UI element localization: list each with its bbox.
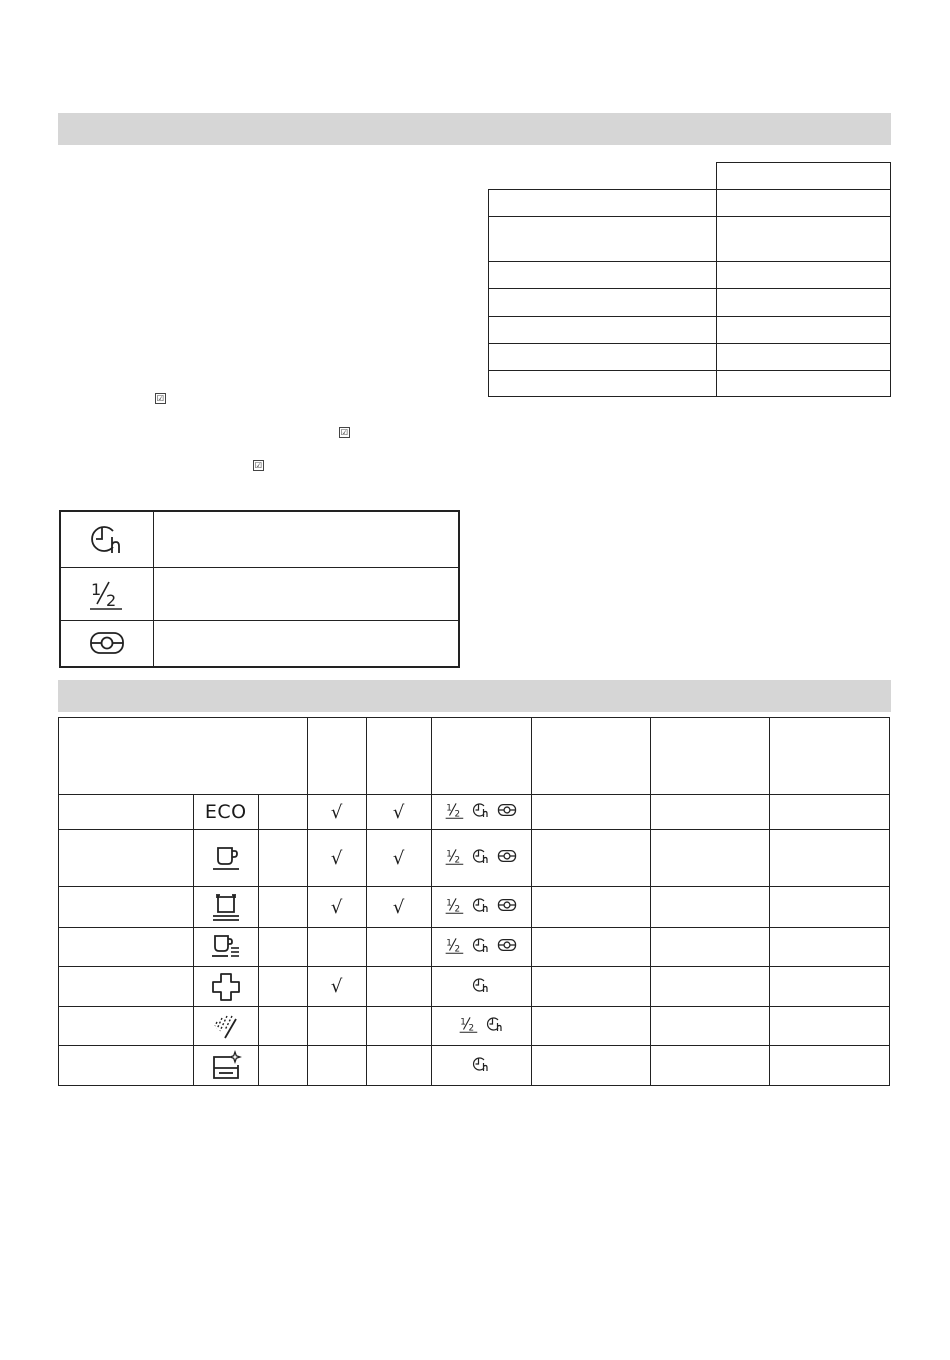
symbol-legend-table	[59, 510, 460, 668]
extra-dry-icon	[496, 802, 518, 818]
table-row	[59, 967, 890, 1007]
note-checkbox-icon: ☑	[156, 394, 165, 403]
table-row	[59, 830, 890, 887]
check-mark: √	[392, 896, 405, 918]
half-load-icon	[444, 846, 466, 866]
half-load-icon	[444, 895, 466, 915]
delay-start-icon	[471, 800, 491, 820]
programme-table	[58, 717, 890, 1086]
delay-start-icon	[87, 521, 127, 557]
cross-icon	[210, 971, 242, 1003]
svg-text:2: 2	[468, 1023, 475, 1034]
extra-dry-icon	[496, 897, 518, 913]
section-header-band-programmes	[58, 680, 891, 712]
eco-label: ECO	[204, 801, 247, 823]
extra-dry-icon	[496, 937, 518, 953]
check-mark: √	[330, 847, 343, 869]
svg-text:1: 1	[446, 898, 453, 909]
svg-text:1: 1	[446, 938, 453, 949]
extra-dry-icon	[87, 628, 127, 658]
table-row	[59, 1046, 890, 1086]
section-header-band-top	[58, 113, 891, 145]
check-mark: √	[392, 801, 405, 823]
check-mark: √	[392, 847, 405, 869]
cup-icon	[210, 842, 242, 874]
delay-start-icon	[485, 1014, 505, 1034]
svg-text:2: 2	[454, 855, 461, 866]
svg-text:2: 2	[454, 944, 461, 955]
svg-text:2: 2	[106, 590, 117, 610]
half-load-icon	[444, 935, 466, 955]
svg-text:1: 1	[91, 579, 102, 599]
svg-text:1: 1	[460, 1017, 466, 1028]
extra-dry-icon	[496, 848, 518, 864]
half-load-icon	[444, 800, 466, 820]
half-load-icon	[87, 576, 127, 612]
table-row	[59, 795, 890, 830]
delay-start-icon	[471, 1054, 491, 1074]
specification-table	[488, 162, 891, 397]
machine-care-icon	[210, 1050, 242, 1082]
svg-text:2: 2	[454, 904, 461, 915]
check-mark: √	[330, 801, 343, 823]
pot-icon	[210, 890, 242, 924]
delay-start-icon	[471, 846, 491, 866]
svg-text:1: 1	[446, 803, 453, 814]
table-row	[59, 887, 890, 928]
rinse-icon	[210, 1010, 242, 1042]
svg-text:2: 2	[454, 809, 461, 820]
half-load-icon	[458, 1014, 480, 1034]
check-mark: √	[330, 896, 343, 918]
svg-text:1: 1	[446, 849, 453, 860]
delay-start-icon	[471, 895, 491, 915]
glass-cup-icon	[210, 931, 242, 963]
delay-start-icon	[471, 935, 491, 955]
delay-start-icon	[471, 975, 491, 995]
table-row	[59, 1007, 890, 1046]
note-checkbox-icon: ☑	[340, 428, 349, 437]
note-checkbox-icon: ☑	[254, 461, 263, 470]
table-row	[59, 928, 890, 967]
check-mark: √	[330, 976, 343, 997]
